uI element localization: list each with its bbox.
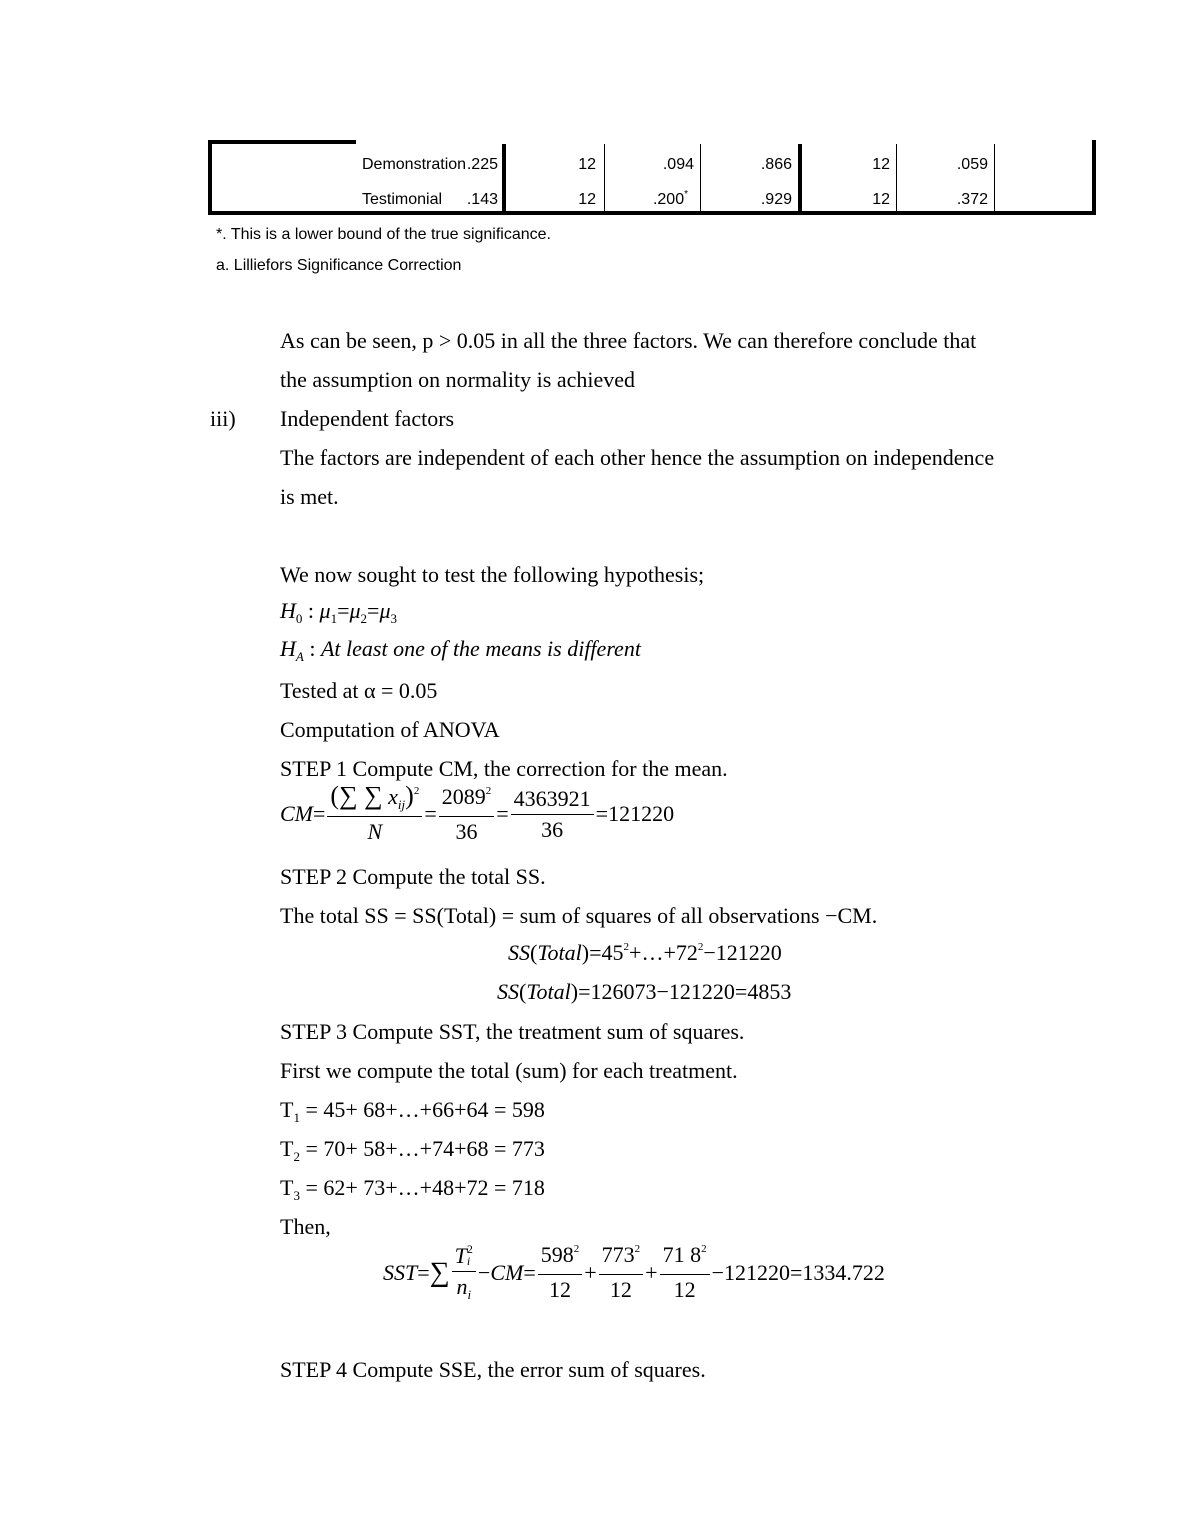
sst-fraction-3: $\frac{71 8^2}{12}$ [660, 1242, 710, 1303]
sst-fraction-2: $\frac{773^2}{12}$ [599, 1242, 644, 1303]
step-heading: STEP 3 Compute SST, the treatment sum of squares. [280, 1019, 745, 1044]
table-footnote: *. This is a lower bound of the true significance. [216, 226, 551, 243]
table-cell: 12 [872, 156, 890, 173]
ss-total-result: =126073−121220=4853 [578, 979, 792, 1004]
sst-result: −121220=1334.722 [711, 1259, 885, 1285]
cm-denominator: 36 [455, 818, 478, 844]
section-heading: Computation of ANOVA [280, 717, 500, 742]
table-border-right [1092, 140, 1096, 215]
ss-total-equation-2: SS(Total)=126073−121220=4853 [497, 979, 792, 1004]
sst-fraction-1: $\frac{598^2}{12}$ [538, 1242, 583, 1303]
paragraph-line: First we compute the total (sum) for each treatment. [280, 1058, 738, 1083]
table-cell [598, 190, 688, 212]
table-cell: .866 [760, 156, 792, 173]
table-col-sep [994, 144, 995, 211]
table-cell: .094 [662, 156, 694, 173]
cm-squared-value: 4363921 [511, 786, 594, 815]
paragraph-line: Then, [280, 1214, 331, 1239]
sst-numerator: 598 [540, 1242, 574, 1267]
paragraph-line: The total SS = SS(Total) = sum of squares of all observations −CM. [280, 903, 878, 928]
ss-total-term: +…+72 [629, 940, 698, 965]
step-heading: STEP 2 Compute the total SS. [280, 864, 546, 889]
sst-fraction-symbolic: T 2 i $n_i$ [452, 1243, 476, 1303]
table-row-label: Testimonial [362, 191, 443, 208]
sst-numerator: 71 8 [662, 1242, 702, 1267]
treatment-total-1: $T_1 = 45+$ 68+…+66+64 = 598 [280, 1097, 545, 1125]
paragraph-line: the assumption on normality is achieved [280, 367, 635, 392]
table-cell: .929 [760, 191, 792, 208]
sst-denominator: 12 [548, 1277, 571, 1302]
table-cell: .143 [466, 191, 498, 208]
cm-sum-value: 2089 [441, 783, 486, 809]
sst-numerator: 773 [601, 1242, 635, 1267]
table-cell: .372 [956, 191, 988, 208]
table-cell: .225 [466, 156, 498, 173]
table-cell: 12 [872, 191, 890, 208]
null-hypothesis: $H_0$ : $\mu_1=\mu_2=\mu_3$ [280, 598, 397, 626]
cm-fraction-symbolic: $\frac{(\sum \sum x_{ij})^2}{N}$ [327, 783, 422, 845]
sst-denominator: 12 [609, 1277, 632, 1302]
treatment-total-value: = 62+ 73+…+48+72 = 718 [299, 1175, 545, 1200]
cm-result: =121220 [595, 801, 675, 826]
ss-total-equation-1: $SS(Total)=45^2+\dots+72^2-121220$ [508, 940, 782, 965]
cm-fraction-value: $\frac{2089^2}{36}$ [439, 784, 495, 845]
treatment-total-value: = 70+ 58+…+74+68 = 773 [299, 1136, 545, 1161]
treatment-total-3: $T_3 = 62+$ 73+…+48+72 = 718 [280, 1175, 545, 1203]
table-col-sep [700, 144, 701, 211]
sst-denominator: 12 [673, 1277, 696, 1302]
cm-equation: CM = $\frac{(\sum \sum x_{ij})^2}{N}$ = $\frac{2089^2}{36}$ = $\frac{4363921}{36}$ =121220 [280, 781, 675, 844]
step-heading: STEP 4 Compute SSE, the error sum of squares. [280, 1357, 706, 1382]
cm-fraction-squared [511, 786, 594, 843]
table-border-left [208, 140, 212, 215]
table-cell: 12 [578, 156, 596, 173]
table-cell-value: .200 [652, 191, 685, 208]
table-cell: .059 [956, 156, 988, 173]
sst-equation: SST = ∑ T 2 i $n_i$ − CM = $\frac{598^2}{12}$ + $\frac{773^2}{12}$ + $\frac{71 8^2}{12}$ −121220=1334.722 [383, 1241, 885, 1302]
alternative-hypothesis: $H_A$ : At least one of the means is different [280, 636, 641, 664]
table-border-top [208, 140, 356, 144]
normality-table [208, 140, 1096, 215]
list-marker: iii) [210, 406, 236, 431]
paragraph-line: The factors are independent of each other hence the assumption on independence [280, 445, 995, 470]
table-row-label: Demonstration [362, 156, 467, 173]
table-cell: 12 [578, 191, 596, 208]
list-item-title: Independent factors [280, 406, 455, 431]
treatment-total-2: $T_2 = 70+$ 58+…+74+68 = 773 [280, 1136, 545, 1164]
paragraph-line: Tested at α = 0.05 [280, 678, 438, 703]
step-heading: STEP 1 Compute CM, the correction for the mean. [280, 756, 728, 781]
alternative-text: At least one of the means is different [320, 636, 641, 661]
paragraph-line: We now sought to test the following hypothesis; [280, 562, 705, 587]
table-col-sep [896, 144, 897, 211]
treatment-total-value: = 45+ 68+…+66+64 = 598 [299, 1097, 545, 1122]
paragraph-line: is met. [280, 484, 339, 509]
cm-denominator: 36 [541, 816, 564, 842]
paragraph-line: As can be seen, p > 0.05 in all the three factors. We can therefore conclude that [280, 328, 977, 353]
table-footnote: a. Lilliefors Significance Correction [216, 257, 462, 274]
significance-star: * [684, 189, 688, 200]
ss-total-term: =45 [589, 940, 624, 965]
ss-total-term: −121220 [703, 940, 782, 965]
